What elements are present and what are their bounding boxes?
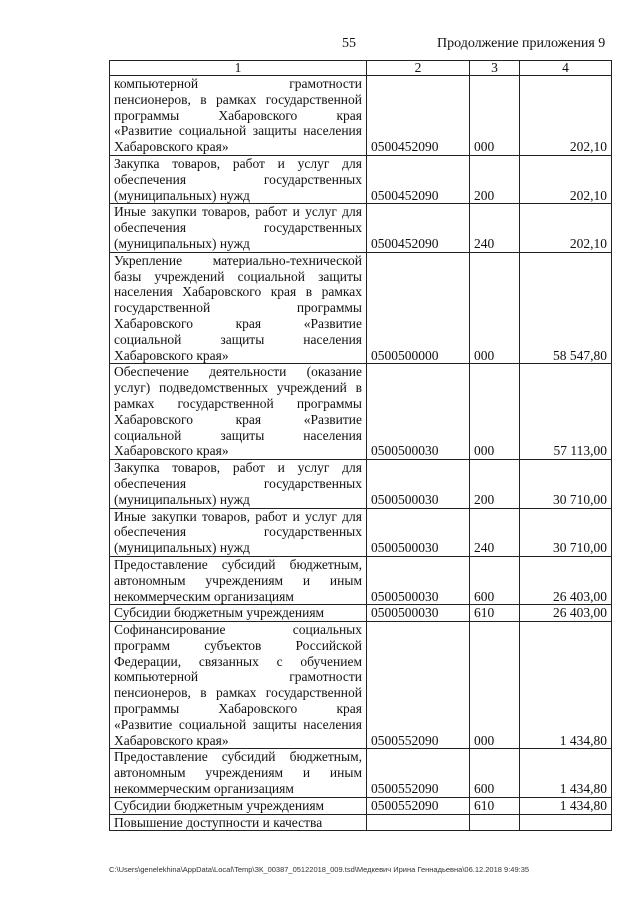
row-description — [110, 749, 367, 797]
row-target-code: 0500500030 — [367, 508, 470, 556]
row-expense-type: 000 — [470, 76, 520, 156]
row-expense-type: 000 — [470, 364, 520, 460]
description-line: «Развитие социальной защиты населения — [114, 716, 362, 732]
description-line: Закупка товаров, работ и услуг для — [114, 155, 362, 171]
table-row — [110, 76, 612, 156]
row-amount: 1 434,80 — [520, 797, 612, 814]
description-line: рамках государственной программы — [114, 395, 362, 411]
row-target-code: 0500452090 — [367, 76, 470, 156]
row-amount: 202,10 — [520, 204, 612, 252]
row-expense-type: 200 — [470, 155, 520, 203]
description-line: Обеспечение деятельности (оказание — [114, 364, 362, 380]
description-line: программы Хабаровского края — [114, 107, 362, 123]
description-line: обеспечения государственных — [114, 524, 362, 540]
description-line: обеспечения государственных — [114, 220, 362, 236]
row-amount: 57 113,00 — [520, 364, 612, 460]
row-description — [110, 605, 367, 622]
description-line: (муниципальных) нужд — [114, 187, 250, 203]
table-row — [110, 508, 612, 556]
table-row — [110, 749, 612, 797]
description-line: Иные закупки товаров, работ и услуг для — [114, 508, 362, 524]
row-target-code: 0500500000 — [367, 252, 470, 364]
row-target-code: 0500452090 — [367, 204, 470, 252]
description-line: Повышение доступности и качества — [114, 814, 323, 830]
footer-file-path: C:\Users\genelekhina\AppData\Local\Temp\ЗК_00387_05122018_009.tsd\Медкевич Ирина Геннадьевна\06.12.2018 9:49:35 — [109, 865, 530, 874]
description-line: (муниципальных) нужд — [114, 235, 250, 251]
row-amount — [520, 814, 612, 831]
row-description — [110, 556, 367, 604]
description-line: Софинансирование социальных — [114, 622, 362, 638]
row-target-code: 0500552090 — [367, 622, 470, 749]
row-target-code: 0500552090 — [367, 749, 470, 797]
column-header-1: 1 — [110, 61, 367, 76]
description-line: компьютерной грамотности — [114, 669, 362, 685]
description-line: Субсидии бюджетным учреждениям — [114, 797, 325, 813]
row-target-code: 0500500030 — [367, 460, 470, 508]
row-description — [110, 814, 367, 831]
row-expense-type — [470, 814, 520, 831]
row-amount: 1 434,80 — [520, 749, 612, 797]
description-line: Хабаровского края» — [114, 347, 229, 363]
row-amount: 202,10 — [520, 155, 612, 203]
description-line: базы учреждений социальной защиты — [114, 268, 362, 284]
description-line: социальной защиты населения — [114, 331, 362, 347]
budget-table — [109, 60, 612, 831]
row-expense-type: 610 — [470, 605, 520, 622]
table-row — [110, 622, 612, 749]
description-line: компьютерной грамотности — [114, 76, 362, 91]
row-amount: 26 403,00 — [520, 556, 612, 604]
description-line: услуг) подведомственных учреждений в — [114, 380, 362, 396]
table-row — [110, 364, 612, 460]
row-description — [110, 76, 367, 156]
table-row — [110, 204, 612, 252]
table-header-row — [110, 61, 612, 76]
row-expense-type: 200 — [470, 460, 520, 508]
row-expense-type: 000 — [470, 622, 520, 749]
page-number: 55 — [342, 36, 356, 51]
description-line: социальной защиты населения — [114, 427, 362, 443]
row-amount: 30 710,00 — [520, 508, 612, 556]
description-line: Хабаровского края «Развитие — [114, 411, 362, 427]
row-target-code: 0500452090 — [367, 155, 470, 203]
row-amount: 26 403,00 — [520, 605, 612, 622]
description-line: Хабаровского края «Развитие — [114, 315, 362, 331]
row-amount: 1 434,80 — [520, 622, 612, 749]
column-header-3: 3 — [470, 61, 520, 76]
row-description — [110, 252, 367, 364]
description-line: пенсионеров, в рамках государственной — [114, 685, 362, 701]
description-line: пенсионеров, в рамках государственной — [114, 91, 362, 107]
table-row — [110, 605, 612, 622]
description-line: обеспечения государственных — [114, 171, 362, 187]
row-amount: 58 547,80 — [520, 252, 612, 364]
row-expense-type: 240 — [470, 204, 520, 252]
table-row — [110, 814, 612, 831]
description-line: Предоставление субсидий бюджетным, — [114, 556, 362, 572]
description-line: программ субъектов Российской — [114, 637, 362, 653]
description-line: населения Хабаровского края в рамках — [114, 284, 362, 300]
row-description — [110, 797, 367, 814]
row-expense-type: 600 — [470, 749, 520, 797]
row-target-code — [367, 814, 470, 831]
row-amount: 202,10 — [520, 76, 612, 156]
table-row — [110, 556, 612, 604]
row-description — [110, 155, 367, 203]
row-expense-type: 600 — [470, 556, 520, 604]
table-row — [110, 155, 612, 203]
row-target-code: 0500552090 — [367, 797, 470, 814]
row-description — [110, 460, 367, 508]
description-line: программы Хабаровского края — [114, 701, 362, 717]
row-target-code: 0500500030 — [367, 605, 470, 622]
row-expense-type: 000 — [470, 252, 520, 364]
description-line: некоммерческим организациям — [114, 781, 294, 797]
row-target-code: 0500500030 — [367, 556, 470, 604]
column-header-2: 2 — [367, 61, 470, 76]
table-row — [110, 460, 612, 508]
description-line: обеспечения государственных — [114, 475, 362, 491]
table-row — [110, 252, 612, 364]
description-line: автономным учреждениям и иным — [114, 765, 362, 781]
row-target-code: 0500500030 — [367, 364, 470, 460]
description-line: Иные закупки товаров, работ и услуг для — [114, 204, 362, 220]
row-amount: 30 710,00 — [520, 460, 612, 508]
description-line: (муниципальных) нужд — [114, 540, 250, 556]
row-description — [110, 204, 367, 252]
description-line: (муниципальных) нужд — [114, 491, 250, 507]
column-header-4: 4 — [520, 61, 612, 76]
description-line: Хабаровского края» — [114, 443, 229, 459]
row-description — [110, 508, 367, 556]
description-line: Укрепление материально-технической — [114, 252, 362, 268]
description-line: Федерации, связанных с обучением — [114, 653, 362, 669]
description-line: некоммерческим организациям — [114, 588, 294, 604]
page-caption: Продолжение приложения 9 — [437, 36, 606, 51]
description-line: Хабаровского края» — [114, 732, 229, 748]
row-description — [110, 622, 367, 749]
description-line: Предоставление субсидий бюджетным, — [114, 749, 362, 765]
description-line: Субсидии бюджетным учреждениям — [114, 605, 325, 621]
row-expense-type: 610 — [470, 797, 520, 814]
description-line: автономным учреждениям и иным — [114, 572, 362, 588]
description-line: Закупка товаров, работ и услуг для — [114, 460, 362, 476]
description-line: «Развитие социальной защиты населения — [114, 123, 362, 139]
description-line: Хабаровского края» — [114, 139, 229, 155]
description-line: государственной программы — [114, 300, 362, 316]
row-expense-type: 240 — [470, 508, 520, 556]
table-row — [110, 797, 612, 814]
row-description — [110, 364, 367, 460]
